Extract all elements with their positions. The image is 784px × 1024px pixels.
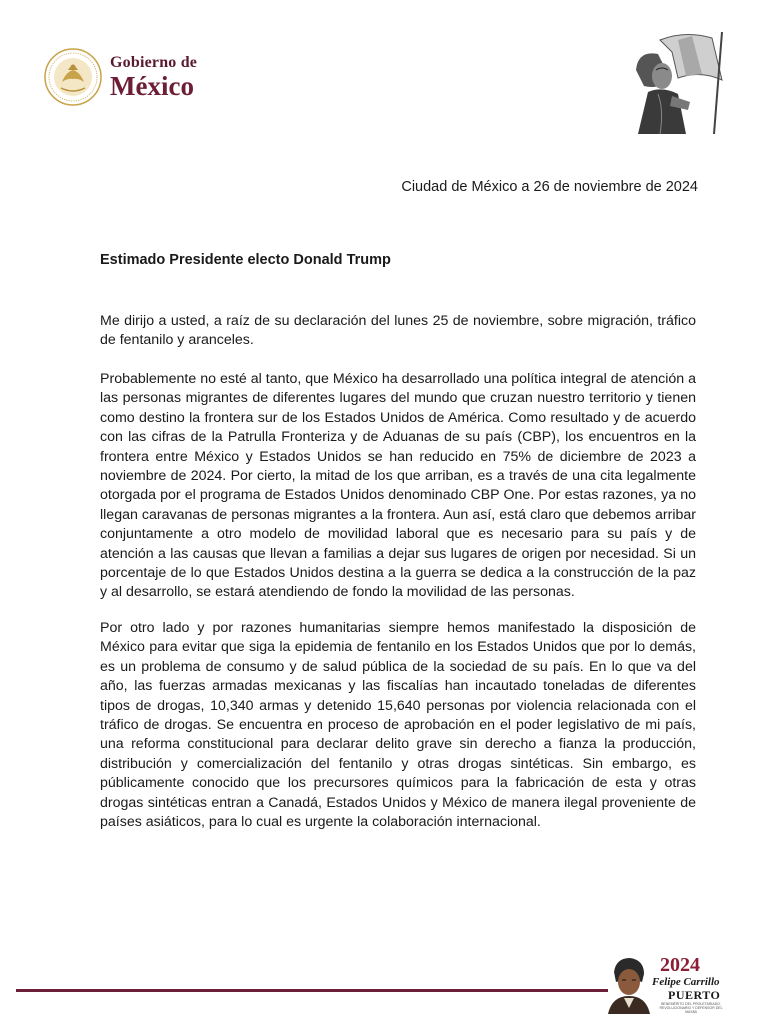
gov-line1: Gobierno de	[110, 53, 198, 71]
paragraph-3: Por otro lado y por razones humanitarias siempre hemos manifestado la disposición de México para evitar que siga la epidemia de fentanilo en los Estados Unidos que por lo demás, es un problema de consumo y de salud pública de la sociedad de su país. En lo que va del año, las fuerzas armadas mexicanas y las fiscalías han incautado toneladas de diferentes tipos de drogas, 10,340 armas y detenido 15,640 personas por violencia relacionada con el tráfico de drogas. Se encuentra en proceso de aprobación en el poder legislativo de mi país, una reforma constitucional para declarar delito grave sin derecho a fianza la producción, distribución y comercialización del fentanilo y otras drogas sintéticas. Sin embargo, es públicamente conocido que los precursores químicos para la fabricación de esta y otras drogas sintéticas entran a Canadá, Estados Unidos y México de manera ilegal proveniente de países asiáticos, para lo cual es urgente la colaboración internacional.	[100, 620, 696, 831]
footer-name-line1: Felipe Carrillo	[652, 976, 720, 988]
letter-date: Ciudad de México a 26 de noviembre de 2024	[401, 179, 698, 195]
felipe-carrillo-portrait	[604, 954, 654, 1014]
footer-small-text: BENEMÉRITO DEL PROLETARIADO, REVOLUCIONARIO Y DEFENSOR DEL MAYAB	[659, 1002, 723, 1014]
paragraph-1: Me dirijo a usted, a raíz de su declaración del lunes 25 de noviembre, sobre migración, tráfico de fentanilo y aranceles.	[100, 313, 696, 349]
footer-name-line2: PUERTO	[668, 988, 721, 1002]
heroine-with-flag-illustration	[630, 30, 726, 134]
coat-of-arms-seal-icon	[44, 48, 102, 106]
paragraph-2: Probablemente no esté al tanto, que México ha desarrollado una política integral de atención a las personas migrantes de diferentes lugares del mundo que cruzan nuestro territorio y tienen como destino la frontera sur de los Estados Unidos de América. Como resultado y de acuerdo con las cifras de la Patrulla Fronteriza y de Aduanas de su país (CBP), los encuentros en la frontera entre México y Estados Unidos se han reducido en 75% de diciembre de 2023 a noviembre de 2024. Por cierto, la mitad de los que arriban, es a través de una cita legalmente otorgada por el programa de Estados Unidos denominado CBP One. Por estas razones, ya no llegan caravanas de personas migrantes a la frontera. Aun así, está claro que debemos arribar conjuntamente a otro modelo de movilidad laboral que es necesario para su país y de atención a las causas que llevan a familias a dejar sus lugares de origen por necesidad. Si un porcentaje de lo que Estados Unidos destina a la guerra se dedica a la construcción de la paz y al desarrollo, se estará atendiendo de fondo la movilidad de las personas.	[100, 371, 696, 601]
footer-2024-logo	[600, 948, 730, 1018]
footer-divider	[16, 989, 608, 992]
gobierno-logo	[44, 48, 197, 106]
salutation: Estimado Presidente electo Donald Trump	[100, 252, 391, 268]
gov-line2: México	[110, 70, 194, 101]
footer-year: 2024	[660, 954, 700, 976]
